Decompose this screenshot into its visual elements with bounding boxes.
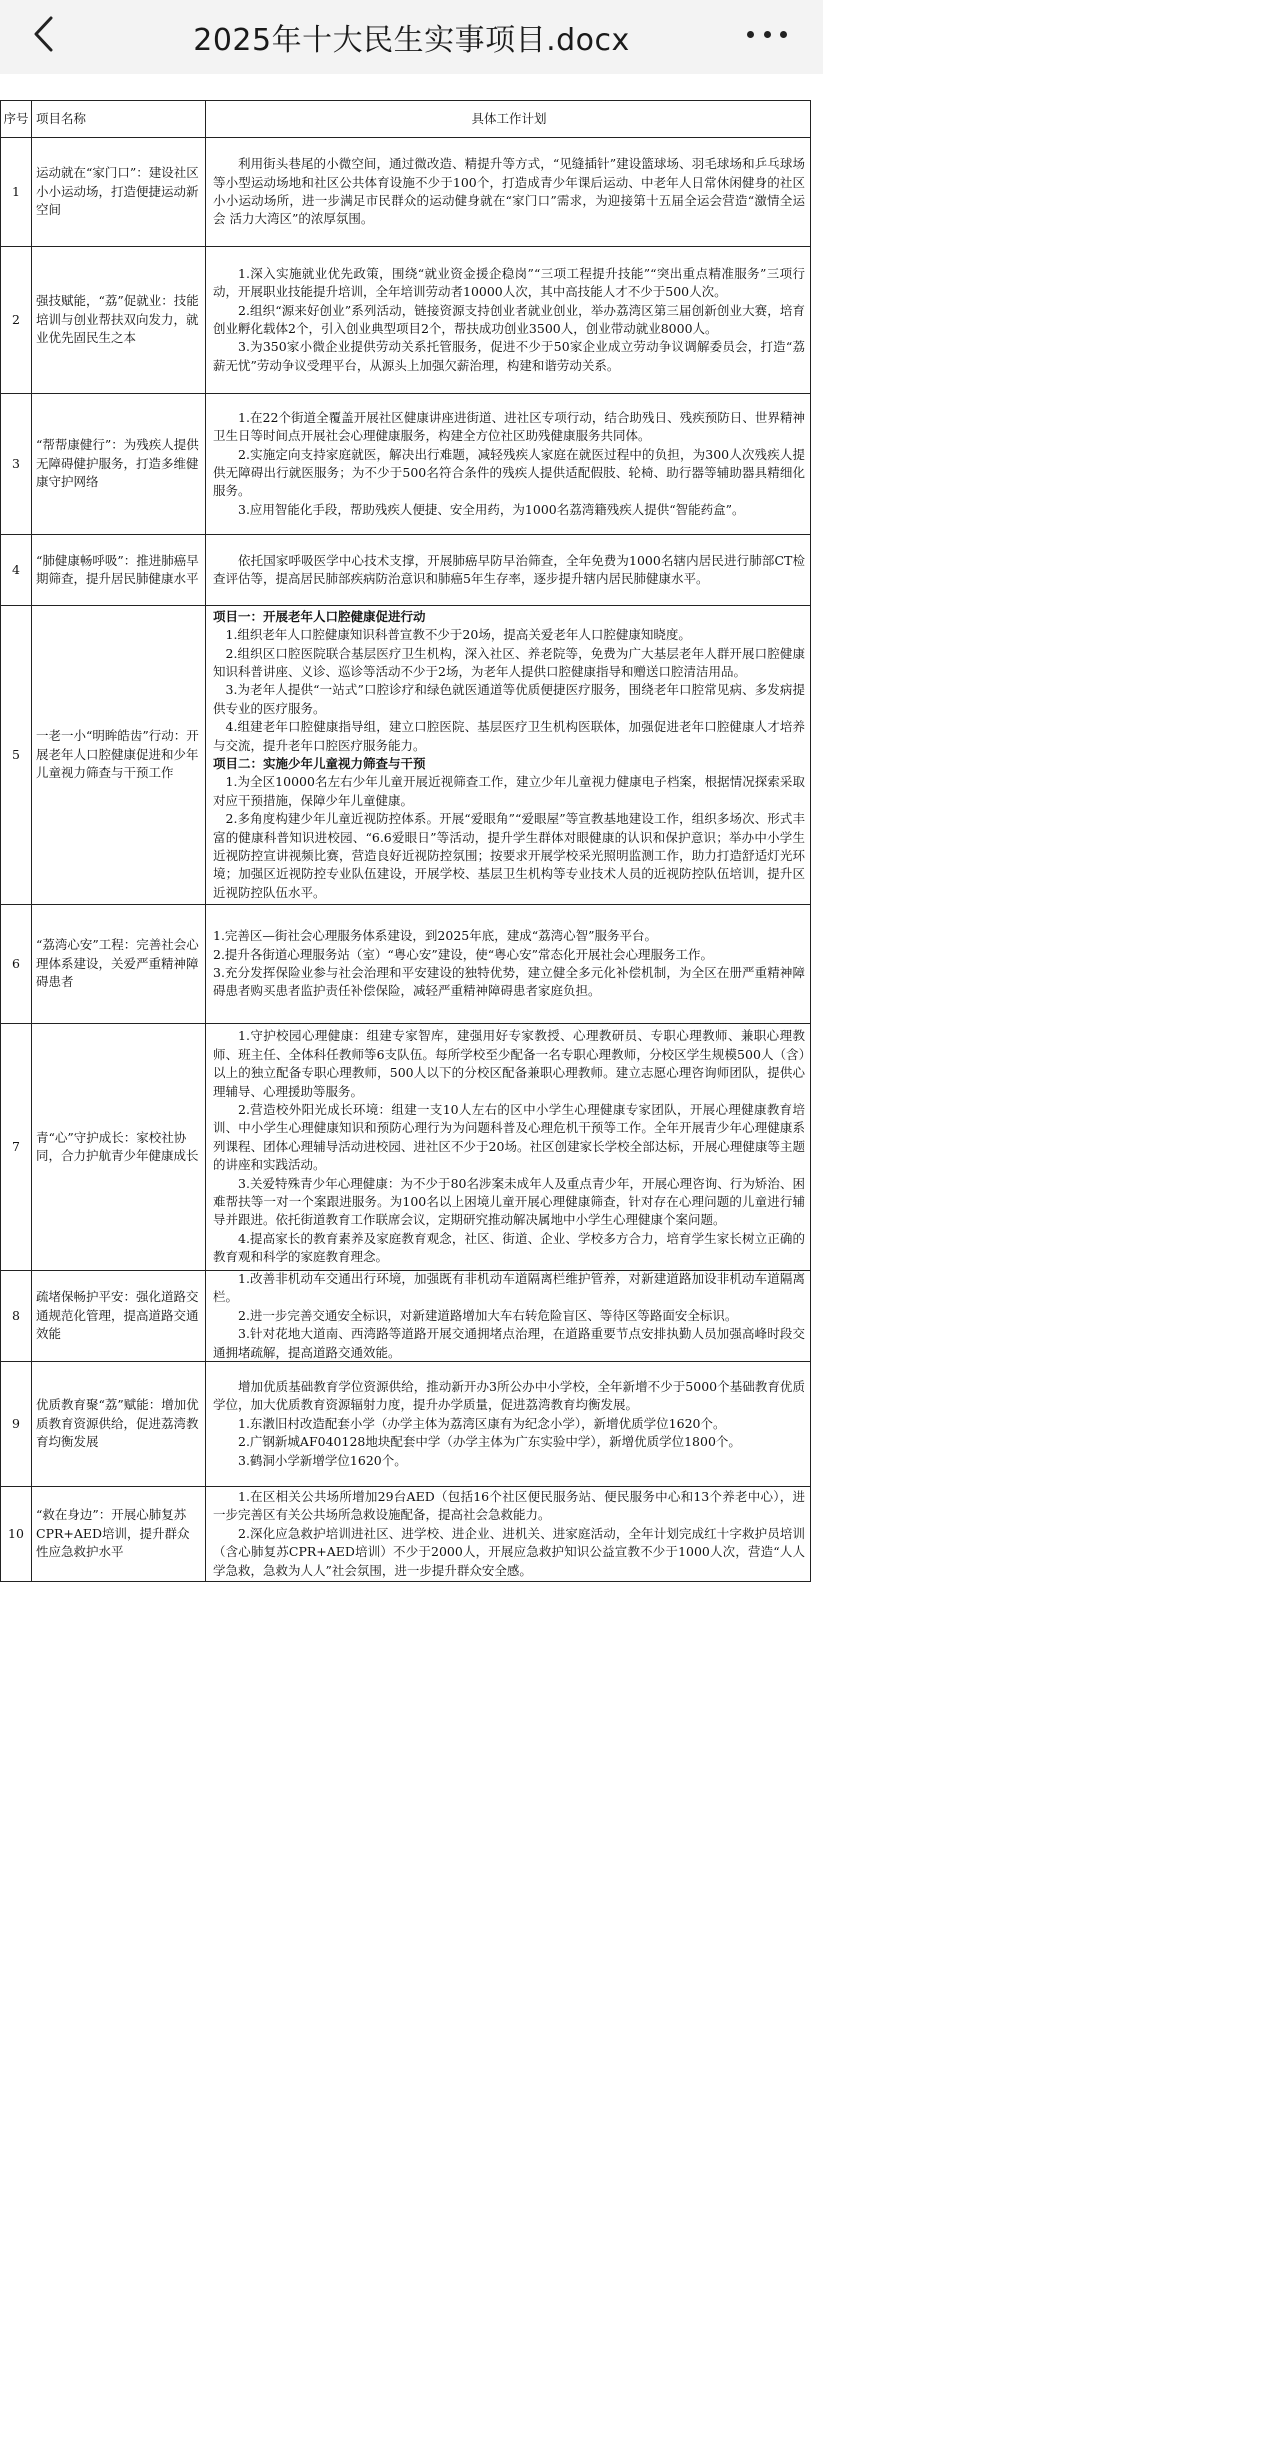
row-number: 3 (1, 394, 32, 534)
plan-paragraph: 2.深化应急救护培训进社区、进学校、进企业、进机关、进家庭活动，全年计划完成红十字救护员培训（含心肺复苏CPR+AED培训）不少于2000人，开展应急救护知识公益宣教不少于1000人次，营造“人人学急救，急救为人人”社会氛围，进一步提升群众安全感。 (213, 1525, 805, 1578)
more-dots-icon (747, 31, 754, 38)
plan-paragraph: 3.为350家小微企业提供劳动关系托管服务，促进不少于50家企业成立劳动争议调解委员会，打造“荔薪无忧”劳动争议受理平台，从源头上加强欠薪治理，构建和谐劳动关系。 (213, 339, 805, 373)
plan-paragraph: 利用街头巷尾的小微空间，通过微改造、精提升等方式，“见缝插针”建设篮球场、羽毛球场和乒乓球场等小型运动场地和社区公共体育设施不少于100个，打造成青少年课后运动、中老年人日常休闲健身的社区小小运动场所，进一步满足市民群众的运动健身就在“家门口”需求，为迎接第十五届全运会营造“激情全运会 活力大湾区”的浓厚氛围。 (213, 156, 805, 227)
row-number: 9 (1, 1362, 32, 1486)
table-row (1, 247, 811, 394)
plan-paragraph: 3.针对花地大道南、西湾路等道路开展交通拥堵点治理，在道路重要节点安排执勤人员加强高峰时段交通拥堵疏解，提高道路交通效能。 (213, 1326, 805, 1360)
plan-paragraph: 2.多角度构建少年儿童近视防控体系。开展“爱眼角”“爱眼屋”等宣教基地建设工作，组织多场次、形式丰富的健康科普知识进校园、“6.6爱眼日”等活动，提升学生群体对眼健康的认识和保护意识；举办中小学生近视防控宣讲视频比赛，营造良好近视防控氛围；按要求开展学校采光照明监测工作，助力打造舒适灯光环境；加强区近视防控专业队伍建设，开展学校、基层卫生机构等专业技术人员的近视防控队伍培训，提升区近视防控队伍水平。 (213, 811, 805, 900)
work-plan (206, 1024, 811, 1270)
plan-paragraph: 1.东漖旧村改造配套小学（办学主体为荔湾区康有为纪念小学），新增优质学位1620个。 (238, 1415, 726, 1431)
table-row (1, 138, 811, 247)
table-row (1, 394, 811, 535)
title-bar (0, 0, 823, 74)
project-name: 青“心”守护成长：家校社协同，合力护航青少年健康成长 (32, 1024, 206, 1270)
plan-paragraph: 1.组织老年人口腔健康知识科普宣教不少于20场，提高关爱老年人口腔健康知晓度。 (225, 627, 691, 643)
plan-section-heading: 项目二：实施少年儿童视力筛查与干预 (213, 756, 426, 771)
row-number: 1 (1, 138, 32, 246)
plan-paragraph: 3.鹤洞小学新增学位1620个。 (238, 1452, 407, 1468)
work-plan (206, 138, 811, 246)
work-plan (206, 1487, 811, 1581)
row-number: 10 (1, 1487, 32, 1581)
row-number: 6 (1, 905, 32, 1023)
plan-paragraph: 1.在22个街道全覆盖开展社区健康讲座进街道、进社区专项行动，结合助残日、残疾预防日、世界精神卫生日等时间点开展社会心理健康服务，构建全方位社区助残健康服务共同体。 (213, 409, 805, 444)
project-name: “帮帮康健行”：为残疾人提供无障碍健护服务，打造多维健康守护网络 (32, 394, 206, 534)
plan-paragraph: 2.提升各街道心理服务站（室）“粤心安”建设，使“粤心安”常态化开展社会心理服务工作。 (213, 946, 713, 962)
work-plan (206, 1362, 811, 1486)
plan-paragraph: 2.组织“源来好创业”系列活动，链接资源支持创业者就业创业，举办荔湾区第三届创新创业大赛，培育创业孵化载体2个，引入创业典型项目2个，帮扶成功创业3500人，创业带动就业8000人。 (213, 302, 805, 336)
plan-paragraph: 4.组建老年口腔健康指导组，建立口腔医院、基层医疗卫生机构医联体，加强促进老年口腔健康人才培养与交流，提升老年口腔医疗服务能力。 (213, 719, 805, 753)
table-row (1, 1487, 811, 1582)
project-name: 疏堵保畅护平安：强化道路交通规范化管理，提高道路交通效能 (32, 1271, 206, 1361)
plan-paragraph: 1.深入实施就业优先政策，围绕“就业资金援企稳岗”“三项工程提升技能”“突出重点精准服务”三项行动，开展职业技能提升培训，全年培训劳动者10000人次，其中高技能人才不少于500人次。 (213, 265, 805, 300)
plan-paragraph: 3.为老年人提供“一站式”口腔诊疗和绿色就医通道等优质便捷医疗服务，围绕老年口腔常见病、多发病提供专业的医疗服务。 (213, 682, 805, 716)
work-plan (206, 606, 811, 904)
back-button[interactable] (30, 14, 58, 54)
table-row (1, 1024, 811, 1271)
plan-paragraph: 依托国家呼吸医学中心技术支撑，开展肺癌早防早治筛查，全年免费为1000名辖内居民进行肺部CT检查评估等，提高居民肺部疾病防治意识和肺癌5年生存率，逐步提升辖内居民肺健康水平。 (213, 552, 805, 586)
plan-paragraph: 1.完善区—街社会心理服务体系建设，到2025年底，建成“荔湾心智”服务平台。 (213, 928, 658, 944)
row-number: 4 (1, 535, 32, 605)
plan-paragraph: 1.守护校园心理健康：组建专家智库，建强用好专家教授、心理教研员、专职心理教师、兼职心理教师、班主任、全体科任教师等6支队伍。每所学校至少配备一名专职心理教师，分校区学生规模500人（含）以上的独立配备专职心理教师，500人以下的分校区配备兼职心理教师。建立志愿心理咨询师团队，提供心理辅导、心理援助等服务。 (213, 1028, 805, 1099)
project-name: 运动就在“家门口”：建设社区小小运动场，打造便捷运动新空间 (32, 138, 206, 246)
header-name: 项目名称 (32, 101, 206, 137)
table-row (1, 1271, 811, 1362)
project-name: 优质教育聚“荔”赋能：增加优质教育资源供给，促进荔湾教育均衡发展 (32, 1362, 206, 1486)
project-name: 一老一小“明眸皓齿”行动：开展老年人口腔健康促进和少年儿童视力筛查与干预工作 (32, 606, 206, 904)
work-plan (206, 535, 811, 605)
plan-paragraph: 3.应用智能化手段，帮助残疾人便捷、安全用药，为1000名荔湾籍残疾人提供“智能药盒”。 (238, 501, 745, 517)
plan-paragraph: 2.组织区口腔医院联合基层医疗卫生机构，深入社区、养老院等，免费为广大基层老年人群开展口腔健康知识科普讲座、义诊、巡诊等活动不少于2场，为老年人提供口腔健康指导和赠送口腔清洁用品。 (213, 645, 805, 679)
header-num: 序号 (1, 101, 32, 137)
project-name: “肺健康畅呼吸”：推进肺癌早期筛查，提升居民肺健康水平 (32, 535, 206, 605)
work-plan (206, 394, 811, 534)
table-row (1, 905, 811, 1024)
plan-paragraph: 3.关爱特殊青少年心理健康：为不少于80名涉案未成年人及重点青少年，开展心理咨询、行为矫治、困难帮扶等一对一个案跟进服务。为100名以上困境儿童开展心理健康筛查，针对存在心理问题的儿童进行辅导并跟进。依托街道教育工作联席会议，定期研究推动解决属地中小学生心理健康个案问题。 (213, 1175, 805, 1228)
table-header-row (1, 101, 811, 138)
project-name: “荔湾心安”工程：完善社会心理体系建设，关爱严重精神障碍患者 (32, 905, 206, 1023)
plan-paragraph: 2.进一步完善交通安全标识，对新建道路增加大车右转危险盲区、等待区等路面安全标识。 (238, 1307, 738, 1323)
work-plan (206, 1271, 811, 1361)
work-plan (206, 247, 811, 393)
plan-paragraph: 1.改善非机动车交通出行环境，加强既有非机动车道隔离栏维护管养，对新建道路加设非机动车道隔离栏。 (213, 1270, 805, 1305)
row-number: 8 (1, 1271, 32, 1361)
row-number: 5 (1, 606, 32, 904)
plan-paragraph: 2.实施定向支持家庭就医，解决出行难题，减轻残疾人家庭在就医过程中的负担，为300人次残疾人提供无障碍出行就医服务；为不少于500名符合条件的残疾人提供适配假肢、轮椅、助行器等辅助器具精细化服务。 (213, 446, 805, 499)
project-name: 强技赋能，“荔”促就业：技能培训与创业帮扶双向发力，就业优先固民生之本 (32, 247, 206, 393)
plan-paragraph: 4.提高家长的教育素养及家庭教育观念，社区、街道、企业、学校多方合力，培育学生家长树立正确的教育观和科学的家庭教育理念。 (213, 1230, 805, 1265)
table-row (1, 1362, 811, 1487)
plan-paragraph: 3.充分发挥保险业参与社会治理和平安建设的独特优势，建立健全多元化补偿机制，为全区在册严重精神障碍患者购买患者监护责任补偿保险，减轻严重精神障碍患者家庭负担。 (213, 965, 805, 999)
plan-paragraph: 1.在区相关公共场所增加29台AED（包括16个社区便民服务站、便民服务中心和13个养老中心），进一步完善区有关公共场所急救设施配备，提高社会急救能力。 (213, 1488, 805, 1523)
project-name: “救在身边”：开展心肺复苏CPR+AED培训，提升群众性应急救护水平 (32, 1487, 206, 1581)
plan-section-heading: 项目一：开展老年人口腔健康促进行动 (213, 608, 426, 624)
header-plan: 具体工作计划 (206, 101, 811, 137)
table-row (1, 535, 811, 606)
table-row (1, 606, 811, 905)
document-title: 2025年十大民生实事项目.docx (193, 23, 630, 58)
projects-table (0, 100, 811, 1582)
plan-paragraph: 2.广钢新城AF040128地块配套中学（办学主体为广东实验中学），新增优质学位1800个。 (238, 1434, 741, 1450)
plan-paragraph: 2.营造校外阳光成长环境：组建一支10人左右的区中小学生心理健康专家团队，开展心理健康教育培训、中小学生心理健康知识和预防心理行为为问题科普及心理危机干预等工作。全年开展青少年心理健康系列课程、团体心理辅导活动进校园、进社区不少于20场。社区创建家长学校全部达标，开展心理健康等主题的讲座和实践活动。 (213, 1101, 805, 1173)
row-number: 7 (1, 1024, 32, 1270)
plan-paragraph: 增加优质基础教育学位资源供给，推动新开办3所公办中小学校，全年新增不少于5000个基础教育优质学位，加大优质教育资源辐射力度，提升办学质量，促进荔湾教育均衡发展。 (213, 1378, 805, 1413)
more-button[interactable] (747, 22, 787, 46)
row-number: 2 (1, 247, 32, 393)
chevron-left-icon (30, 14, 58, 54)
work-plan (206, 905, 811, 1023)
plan-paragraph: 1.为全区10000名左右少年儿童开展近视筛查工作，建立少年儿童视力健康电子档案，根据情况探索采取对应干预措施，保障少年儿童健康。 (213, 774, 805, 808)
